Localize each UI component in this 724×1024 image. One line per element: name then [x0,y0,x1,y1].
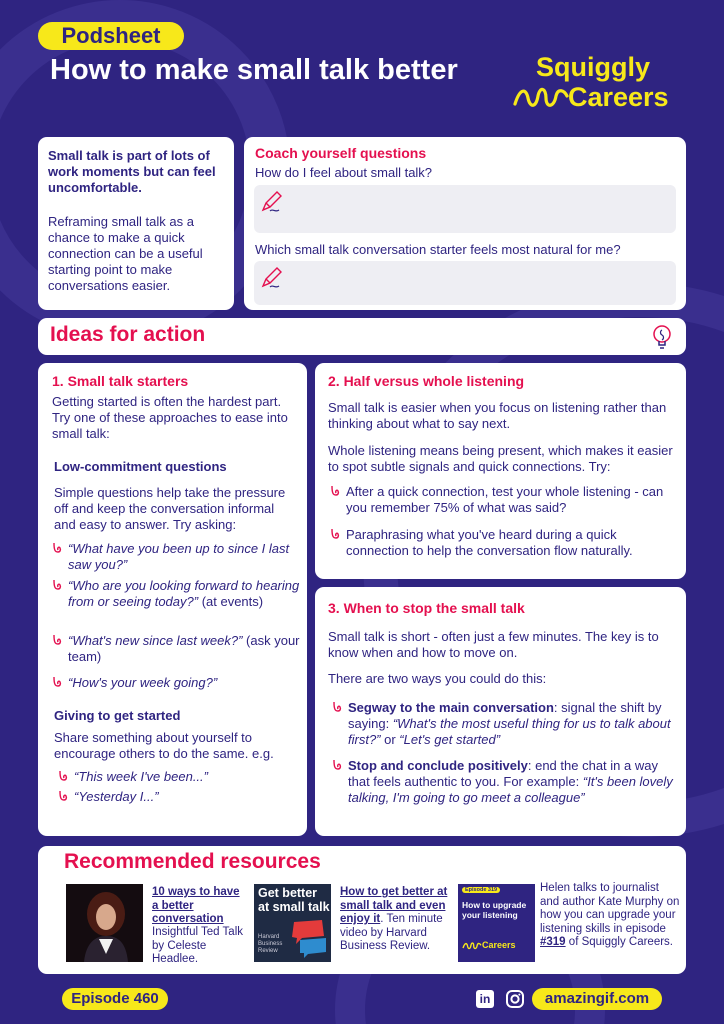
pencil-icon [258,189,284,215]
linkedin-icon-label: in [479,992,491,1006]
speech-bubbles-illustration [288,918,328,958]
quote-text: “It's been lovely talking, I'm going to go meet a colleague” [348,774,673,805]
question-text: “How's your week going?” [68,675,218,690]
episode-description: Helen talks to journalist and author Kate Murphy on how you can upgrade your listening skills in episode [540,882,680,935]
squiggle-bullet-icon [58,770,68,782]
ideas-title: Ideas for action [50,323,206,346]
page-title: How to make small talk better [50,54,458,86]
intro-bold-text: Small talk is part of lots of work moments but can feel uncomfortable. [48,148,216,195]
list-item [330,527,678,559]
stop-small-talk-card [315,587,686,836]
question-text: “What's new since last week?” [68,633,243,648]
squiggle-bullet-icon [58,790,68,802]
list-item [58,789,298,805]
section1-intro: Getting started is often the hardest part. Try one of these approaches to ease into small talk: [52,394,288,441]
hbr-thumb-brand: Harvard Business Review [258,934,283,954]
small-talk-starters-card [38,363,307,836]
squiggle-icon [462,940,482,952]
squiggle-bullet-icon [52,542,62,554]
coach-question-2: Which small talk conversation starter feels most natural for me? [255,242,621,257]
tip-text: Paraphrasing what you've heard during a quick connection to help the conversation flow naturally. [346,527,633,558]
example-text: “This week I've been...” [74,769,208,784]
squiggle-bullet-icon [330,528,340,540]
question-note: (at events) [198,594,264,609]
coach-title: Coach yourself questions [255,145,427,161]
ted-talk-description: Insightful Ted Talk by Celeste Headlee. [152,926,243,965]
hbr-video-link[interactable]: How to get better at small talk and even enjoy it [340,886,448,925]
squiggle-icon [512,84,570,112]
section3-title: 3. When to stop the small talk [328,600,525,616]
website-link[interactable]: amazingif.com [532,988,662,1010]
section3-para-2: There are two ways you could do this: [328,671,547,686]
section1-title: 1. Small talk starters [52,373,189,389]
resources-card [38,846,686,974]
question-text: “Who are you looking forward to hearing from or seeing today?” [68,578,300,609]
list-item [332,700,678,748]
giving-text: Share something about yourself to encourage others to do the same. e.g. [54,730,274,761]
linkedin-icon[interactable] [476,990,494,1008]
squiggle-bullet-icon [52,634,62,646]
ted-talk-thumbnail[interactable] [66,884,143,962]
episode-link[interactable]: #319 [540,936,566,948]
hbr-video-description: Ten minute video by Harvard Business Review. [340,913,443,952]
section2-para-1: Small talk is easier when you focus on listening rather than thinking about what to say next. [328,400,667,431]
section2-para-2: Whole listening means being present, which makes it easier to spot subtle signals and quick connections. Try: [328,443,673,474]
episode-thumbnail[interactable] [458,884,535,962]
list-item [52,633,302,665]
instagram-icon[interactable] [506,990,524,1008]
resources-title: Recommended resources [64,850,321,873]
squiggle-bullet-icon [332,759,342,771]
ideas-header-bar [38,318,686,355]
giving-heading: Giving to get started [54,708,181,723]
episode-suffix: of Squiggly Careers. [568,936,673,948]
list-item [332,758,678,806]
low-commitment-text: Simple questions help take the pressure off and keep the conversation informal and easy to answer. Try asking: [54,485,286,532]
tip-heading: Segway to the main conversation [348,700,554,715]
tip-text: After a quick connection, test your whole listening - can you remember 75% of what was said? [346,484,664,515]
lightbulb-icon [650,323,674,351]
hbr-resource-text [340,886,452,954]
connector-text: or [380,732,400,747]
podsheet-tag: Podsheet [38,22,184,50]
hbr-separator: . [380,913,387,925]
tip-text: : end the chat in a way that feels authentic to you. For example: [348,758,658,789]
listening-card [315,363,686,579]
section2-title: 2. Half versus whole listening [328,373,525,389]
episode-badge: Episode 460 [62,988,168,1010]
squiggle-bullet-icon [52,676,62,688]
tip-heading: Stop and conclude positively [348,758,528,773]
tip-text: : signal the shift by saying: [348,700,662,731]
list-item [52,675,302,691]
intro-body-text: Reframing small talk as a chance to make a quick connection can be a useful starting point to make conversations easier. [48,214,203,293]
question-note: (ask your team) [68,633,300,664]
squiggle-bullet-icon [332,701,342,713]
list-item [330,484,678,516]
hbr-video-thumbnail[interactable] [254,884,331,962]
coach-card [244,137,686,310]
brand-name-top: Squiggly [536,52,650,82]
list-item [52,541,302,573]
list-item [58,769,298,785]
quote-text: “Let's get started” [399,732,501,747]
section3-para-1: Small talk is short - often just a few minutes. The key is to know when and how to move on. [328,629,659,660]
example-text: “Yesterday I...” [74,789,159,804]
answer-box-2[interactable] [254,261,676,305]
speaker-photo-illustration [66,884,143,962]
episode-thumb-title: How to upgrade your listening [462,900,527,920]
brand-logo [512,52,682,114]
quote-text: “What's the most useful thing for us to talk about first?” [348,716,671,747]
brand-name-bottom: Careers [568,82,669,112]
episode-resource-text [540,882,680,950]
episode-thumb-tag: Episode 319 [462,887,500,893]
intro-card [38,137,234,310]
question-text: “What have you been up to since I last saw you?” [68,541,290,572]
coach-question-1: How do I feel about small talk? [255,165,433,180]
low-commitment-heading: Low-commitment questions [54,459,227,474]
squiggle-bullet-icon [330,485,340,497]
hbr-thumb-title: Get better at small talk [258,886,330,914]
answer-box-1[interactable] [254,185,676,233]
episode-thumb-brand: Careers [482,940,516,950]
pencil-icon [258,265,284,291]
ted-talk-link[interactable]: 10 ways to have a better conversation [152,886,240,925]
squiggle-bullet-icon [52,579,62,591]
list-item [52,578,302,610]
